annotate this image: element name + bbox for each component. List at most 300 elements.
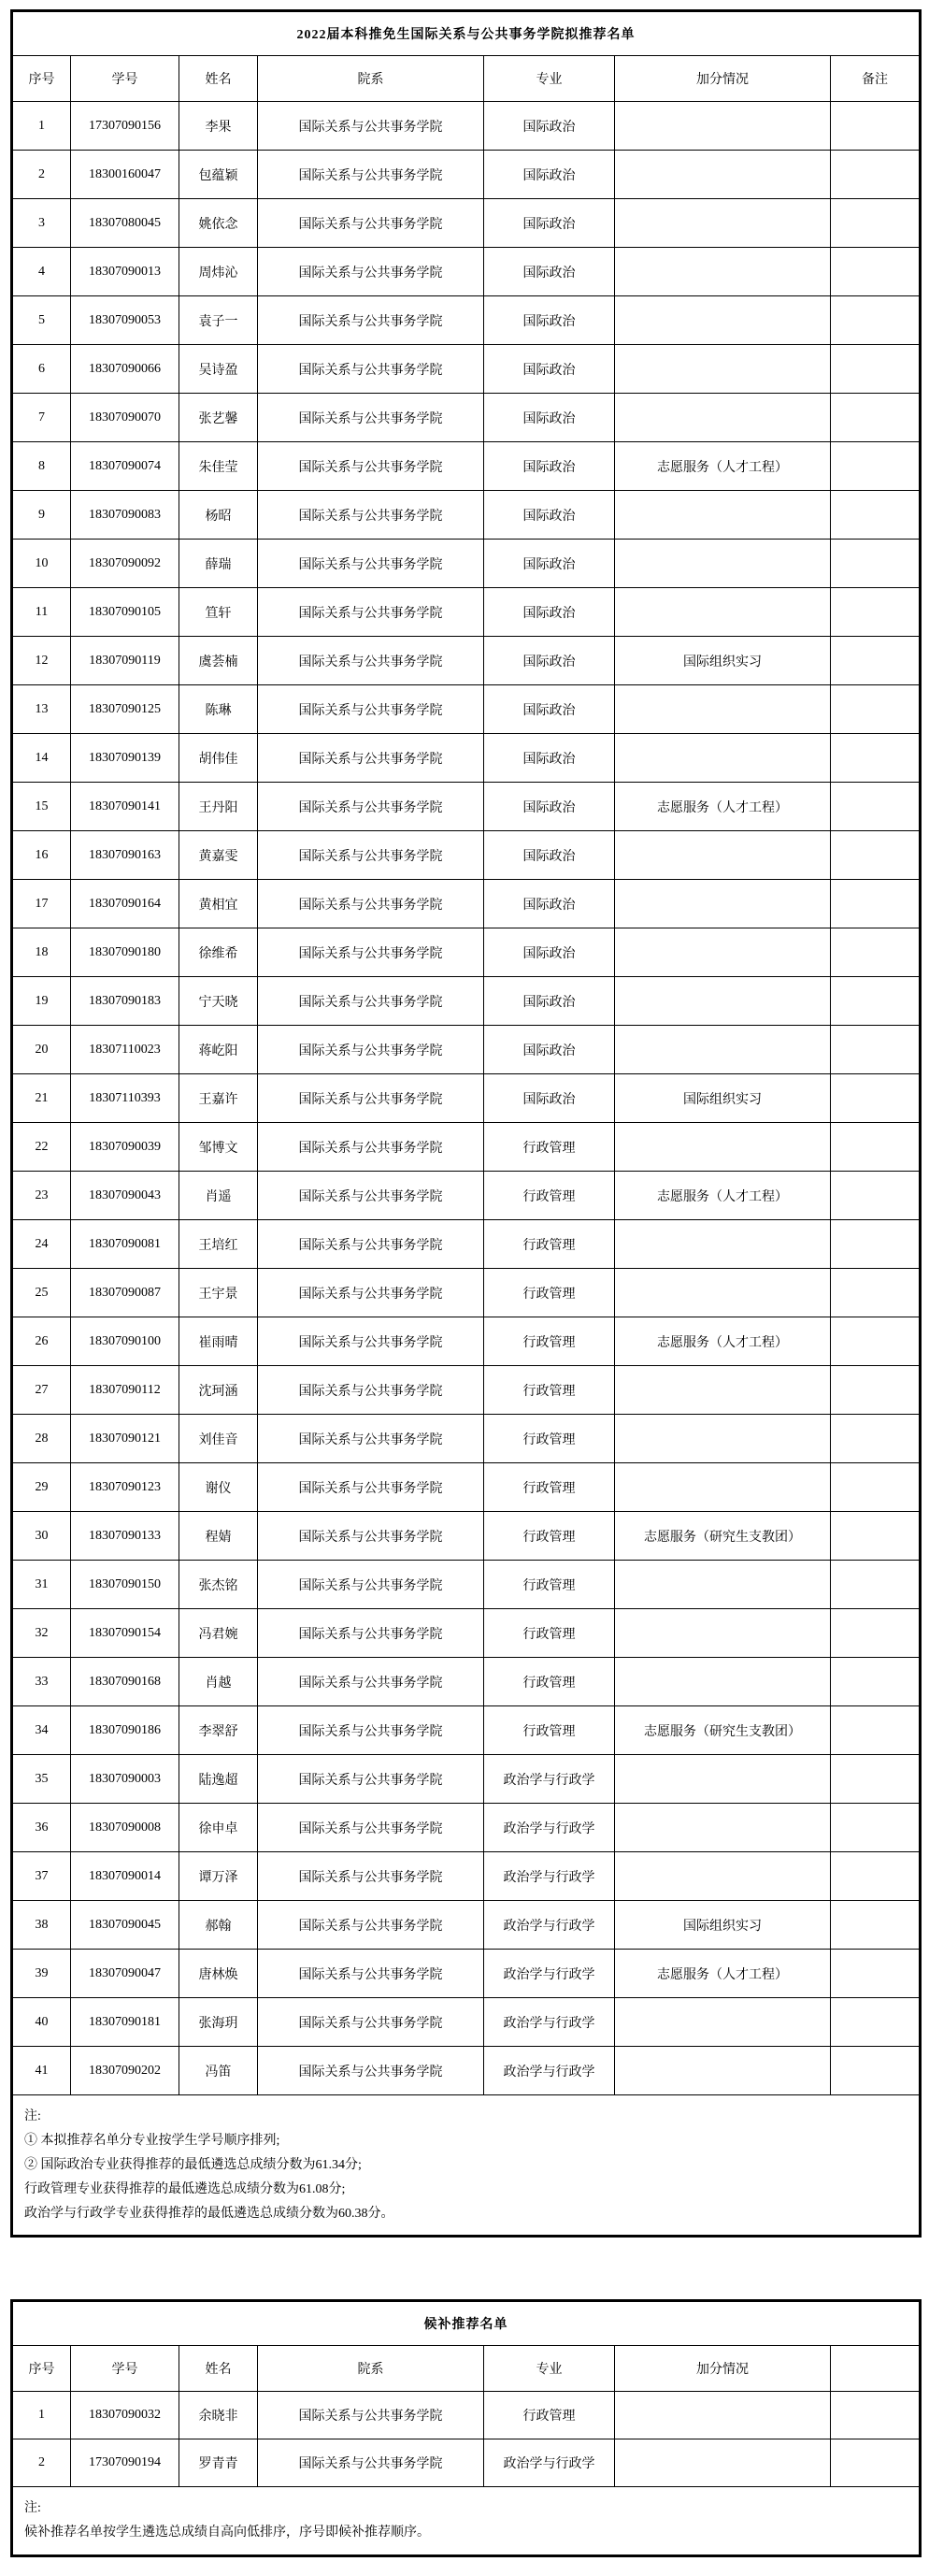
- table-cell: 崔雨晴: [179, 1317, 258, 1366]
- table-cell: 18307090168: [71, 1658, 179, 1706]
- table-cell: 国际关系与公共事务学院: [258, 394, 484, 442]
- table-cell: 26: [12, 1317, 71, 1366]
- table-cell: 国际关系与公共事务学院: [258, 734, 484, 783]
- table-cell: [831, 831, 921, 880]
- table-cell: 陆逸超: [179, 1755, 258, 1804]
- table-cell: 国际政治: [484, 102, 615, 151]
- table-cell: [831, 1026, 921, 1074]
- table-cell: 黄相宜: [179, 880, 258, 928]
- table-row: [12, 734, 921, 783]
- table-row: [12, 394, 921, 442]
- table-cell: 国际政治: [484, 977, 615, 1026]
- table-cell: 黄嘉雯: [179, 831, 258, 880]
- table-cell: [615, 540, 831, 588]
- table-row: [12, 1074, 921, 1123]
- column-header: 院系: [258, 56, 484, 102]
- table-cell: 国际政治: [484, 637, 615, 685]
- table-cell: 国际关系与公共事务学院: [258, 783, 484, 831]
- table-cell: 国际关系与公共事务学院: [258, 1998, 484, 2047]
- table-cell: [831, 2047, 921, 2095]
- table-row: [12, 248, 921, 296]
- table-row: [12, 2439, 921, 2487]
- table-cell: 国际政治: [484, 831, 615, 880]
- table-cell: 18307090039: [71, 1123, 179, 1172]
- table-cell: [615, 588, 831, 637]
- table-cell: [831, 1123, 921, 1172]
- table-cell: 18307090112: [71, 1366, 179, 1415]
- table-cell: 18307110393: [71, 1074, 179, 1123]
- table-cell: 1: [12, 102, 71, 151]
- table-cell: [615, 1269, 831, 1317]
- table-cell: 国际关系与公共事务学院: [258, 1366, 484, 1415]
- table-cell: 行政管理: [484, 1415, 615, 1463]
- table-cell: [615, 102, 831, 151]
- table-cell: 37: [12, 1852, 71, 1901]
- table-cell: 27: [12, 1366, 71, 1415]
- recommendation-table-notes: [12, 2095, 921, 2237]
- table-cell: 国际关系与公共事务学院: [258, 248, 484, 296]
- table-cell: 18307090047: [71, 1950, 179, 1998]
- table-cell: 7: [12, 394, 71, 442]
- table-cell: 29: [12, 1463, 71, 1512]
- column-header: 序号: [12, 56, 71, 102]
- table-cell: [831, 1804, 921, 1852]
- table-cell: 10: [12, 540, 71, 588]
- table-cell: 18307090070: [71, 394, 179, 442]
- recommendation-table-header-row: [12, 56, 921, 102]
- column-header: 姓名: [179, 56, 258, 102]
- note-line: 注:: [24, 2109, 41, 2123]
- table-cell: 国际关系与公共事务学院: [258, 1220, 484, 1269]
- table-cell: 唐林焕: [179, 1950, 258, 1998]
- table-cell: [615, 2047, 831, 2095]
- table-cell: 罗青青: [179, 2439, 258, 2487]
- table-row: [12, 1026, 921, 1074]
- table-cell: 18307090180: [71, 928, 179, 977]
- table-cell: 薛瑞: [179, 540, 258, 588]
- table-cell: 18307090150: [71, 1561, 179, 1609]
- table-title-row: [12, 2301, 921, 2346]
- table-cell: 国际关系与公共事务学院: [258, 102, 484, 151]
- table-row: [12, 1123, 921, 1172]
- table-cell: 国际组织实习: [615, 1901, 831, 1950]
- table-cell: 行政管理: [484, 1366, 615, 1415]
- table-cell: [615, 1026, 831, 1074]
- notes-row: [12, 2095, 921, 2237]
- table-cell: 国际组织实习: [615, 1074, 831, 1123]
- table-cell: 刘佳音: [179, 1415, 258, 1463]
- table-cell: 冯君婉: [179, 1609, 258, 1658]
- table-cell: [615, 1463, 831, 1512]
- table-row: [12, 1220, 921, 1269]
- table-cell: 郝翰: [179, 1901, 258, 1950]
- table-cell: 国际关系与公共事务学院: [258, 1317, 484, 1366]
- table-cell: 18307090087: [71, 1269, 179, 1317]
- table-cell: [831, 637, 921, 685]
- table-cell: 18307090181: [71, 1998, 179, 2047]
- table-row: [12, 1463, 921, 1512]
- table-cell: 国际政治: [484, 685, 615, 734]
- table-cell: 19: [12, 977, 71, 1026]
- table-cell: 谭万泽: [179, 1852, 258, 1901]
- table-cell: 政治学与行政学: [484, 2439, 615, 2487]
- table-cell: 周炜沁: [179, 248, 258, 296]
- table-cell: 20: [12, 1026, 71, 1074]
- recommendation-table: [10, 9, 922, 2238]
- table-cell: 35: [12, 1755, 71, 1804]
- table-cell: [831, 1609, 921, 1658]
- table-cell: [615, 296, 831, 345]
- table-row: [12, 2392, 921, 2439]
- table-cell: 徐申卓: [179, 1804, 258, 1852]
- table-cell: [831, 1269, 921, 1317]
- table-cell: [831, 1463, 921, 1512]
- table-cell: [615, 880, 831, 928]
- table-cell: [615, 394, 831, 442]
- table-cell: 国际关系与公共事务学院: [258, 296, 484, 345]
- column-header: 备注: [831, 56, 921, 102]
- table-cell: 国际关系与公共事务学院: [258, 2392, 484, 2439]
- table-row: [12, 977, 921, 1026]
- table-cell: 14: [12, 734, 71, 783]
- table-row: [12, 1561, 921, 1609]
- table-cell: [831, 1512, 921, 1561]
- table-cell: 王培红: [179, 1220, 258, 1269]
- table-cell: [831, 2439, 921, 2487]
- table-cell: [831, 1074, 921, 1123]
- column-header: 序号: [12, 2346, 71, 2392]
- table-cell: 行政管理: [484, 1706, 615, 1755]
- table-cell: 笪轩: [179, 588, 258, 637]
- table-cell: 行政管理: [484, 1609, 615, 1658]
- table-row: [12, 588, 921, 637]
- column-header: 学号: [71, 2346, 179, 2392]
- table-cell: 18307090066: [71, 345, 179, 394]
- table-cell: 18307090032: [71, 2392, 179, 2439]
- table-cell: [615, 977, 831, 1026]
- table-cell: 国际关系与公共事务学院: [258, 1269, 484, 1317]
- table-cell: 袁子一: [179, 296, 258, 345]
- table-cell: 蒋屹阳: [179, 1026, 258, 1074]
- table-cell: 志愿服务（研究生支教团）: [615, 1512, 831, 1561]
- table-cell: 李果: [179, 102, 258, 151]
- table-cell: 36: [12, 1804, 71, 1852]
- table-cell: 18307090139: [71, 734, 179, 783]
- table-row: [12, 296, 921, 345]
- table-cell: 程婧: [179, 1512, 258, 1561]
- table-cell: 国际关系与公共事务学院: [258, 685, 484, 734]
- table-cell: 国际政治: [484, 345, 615, 394]
- table-cell: 志愿服务（人才工程）: [615, 783, 831, 831]
- table-cell: 国际关系与公共事务学院: [258, 1950, 484, 1998]
- table-cell: [831, 734, 921, 783]
- table-cell: 18307090125: [71, 685, 179, 734]
- table-cell: 34: [12, 1706, 71, 1755]
- table-cell: [831, 491, 921, 540]
- table-cell: 沈珂涵: [179, 1366, 258, 1415]
- table-cell: 国际关系与公共事务学院: [258, 1901, 484, 1950]
- table-cell: [831, 783, 921, 831]
- table-cell: 志愿服务（研究生支教团）: [615, 1706, 831, 1755]
- table-cell: 国际关系与公共事务学院: [258, 199, 484, 248]
- waitlist-table: [10, 2299, 922, 2557]
- table-cell: 政治学与行政学: [484, 1852, 615, 1901]
- table-row: [12, 540, 921, 588]
- table-cell: [831, 442, 921, 491]
- table-cell: [831, 102, 921, 151]
- table-cell: 28: [12, 1415, 71, 1463]
- table-cell: [831, 880, 921, 928]
- table-cell: 国际关系与公共事务学院: [258, 1609, 484, 1658]
- table-cell: [615, 1609, 831, 1658]
- table-row: [12, 1706, 921, 1755]
- table-cell: 国际政治: [484, 783, 615, 831]
- table-cell: 行政管理: [484, 1561, 615, 1609]
- table-cell: 国际关系与公共事务学院: [258, 1074, 484, 1123]
- table-cell: [831, 1172, 921, 1220]
- table-cell: [831, 1706, 921, 1755]
- column-header: [831, 2346, 921, 2392]
- table-row: [12, 442, 921, 491]
- table-cell: 张海玥: [179, 1998, 258, 2047]
- table-cell: 国际关系与公共事务学院: [258, 540, 484, 588]
- table-cell: [831, 248, 921, 296]
- table-cell: 18307090163: [71, 831, 179, 880]
- table-cell: 15: [12, 783, 71, 831]
- table-cell: 行政管理: [484, 1220, 615, 1269]
- table-cell: [615, 1220, 831, 1269]
- table-cell: 18307090186: [71, 1706, 179, 1755]
- table-cell: 18: [12, 928, 71, 977]
- table-cell: 行政管理: [484, 1269, 615, 1317]
- table-row: [12, 1609, 921, 1658]
- table-cell: 志愿服务（人才工程）: [615, 1950, 831, 1998]
- table-row: [12, 1317, 921, 1366]
- table-cell: 志愿服务（人才工程）: [615, 1317, 831, 1366]
- table-cell: [615, 345, 831, 394]
- table-cell: 宁天晓: [179, 977, 258, 1026]
- table-cell: 行政管理: [484, 2392, 615, 2439]
- table-cell: 18307090081: [71, 1220, 179, 1269]
- table-cell: 政治学与行政学: [484, 1755, 615, 1804]
- table-cell: 12: [12, 637, 71, 685]
- waitlist-table-body: [12, 2392, 921, 2487]
- table-cell: [831, 394, 921, 442]
- column-header: 专业: [484, 2346, 615, 2392]
- table-cell: [615, 151, 831, 199]
- table-cell: 国际关系与公共事务学院: [258, 1415, 484, 1463]
- table-cell: [615, 491, 831, 540]
- table-cell: 4: [12, 248, 71, 296]
- table-cell: 31: [12, 1561, 71, 1609]
- table-cell: 18307090164: [71, 880, 179, 928]
- table-row: [12, 102, 921, 151]
- table-cell: 国际政治: [484, 151, 615, 199]
- table-cell: 18307090121: [71, 1415, 179, 1463]
- table-cell: [615, 1366, 831, 1415]
- table-cell: [615, 1123, 831, 1172]
- table-cell: 国际关系与公共事务学院: [258, 1658, 484, 1706]
- table-cell: 王宇景: [179, 1269, 258, 1317]
- table-row: [12, 151, 921, 199]
- note-line: ① 本拟推荐名单分专业按学生学号顺序排列;: [24, 2133, 280, 2148]
- table-cell: [831, 685, 921, 734]
- table-cell: [831, 1220, 921, 1269]
- waitlist-table-notes: [12, 2487, 921, 2556]
- table-row: [12, 199, 921, 248]
- table-cell: 政治学与行政学: [484, 2047, 615, 2095]
- table-cell: 18307090183: [71, 977, 179, 1026]
- table-cell: 18307090013: [71, 248, 179, 296]
- table-cell: 志愿服务（人才工程）: [615, 442, 831, 491]
- table-cell: [831, 1950, 921, 1998]
- table-cell: 18307080045: [71, 199, 179, 248]
- table-cell: 22: [12, 1123, 71, 1172]
- table-cell: 2: [12, 151, 71, 199]
- table-cell: [615, 734, 831, 783]
- table-cell: 国际关系与公共事务学院: [258, 1123, 484, 1172]
- table-cell: [831, 540, 921, 588]
- table-cell: 17307090194: [71, 2439, 179, 2487]
- table-title-row: [12, 11, 921, 56]
- table-cell: 行政管理: [484, 1172, 615, 1220]
- table-cell: [615, 928, 831, 977]
- table-cell: [831, 1366, 921, 1415]
- table-cell: 虞荟楠: [179, 637, 258, 685]
- table-row: [12, 783, 921, 831]
- recommendation-table-body: [12, 102, 921, 2095]
- table-cell: 2: [12, 2439, 71, 2487]
- table-cell: [615, 685, 831, 734]
- table-cell: 9: [12, 491, 71, 540]
- table-cell: 国际关系与公共事务学院: [258, 2439, 484, 2487]
- table-cell: 33: [12, 1658, 71, 1706]
- table-cell: 国际关系与公共事务学院: [258, 1026, 484, 1074]
- table-cell: 政治学与行政学: [484, 1901, 615, 1950]
- table-cell: 18307090043: [71, 1172, 179, 1220]
- table-cell: 38: [12, 1901, 71, 1950]
- table-cell: 徐维希: [179, 928, 258, 977]
- table-cell: 国际关系与公共事务学院: [258, 928, 484, 977]
- table-cell: 23: [12, 1172, 71, 1220]
- table-cell: [831, 1561, 921, 1609]
- table-cell: 39: [12, 1950, 71, 1998]
- table-cell: 国际政治: [484, 880, 615, 928]
- table-cell: [615, 2439, 831, 2487]
- waitlist-table-header-row: [12, 2346, 921, 2392]
- table-row: [12, 1658, 921, 1706]
- table-cell: 16: [12, 831, 71, 880]
- table-cell: 国际政治: [484, 734, 615, 783]
- table-cell: 18307090045: [71, 1901, 179, 1950]
- table-cell: 国际关系与公共事务学院: [258, 1852, 484, 1901]
- table-cell: 32: [12, 1609, 71, 1658]
- table-cell: [615, 199, 831, 248]
- table-cell: 5: [12, 296, 71, 345]
- table-row: [12, 685, 921, 734]
- table-cell: 国际政治: [484, 491, 615, 540]
- table-cell: 国际关系与公共事务学院: [258, 491, 484, 540]
- table-cell: [831, 1998, 921, 2047]
- table-cell: 国际关系与公共事务学院: [258, 1804, 484, 1852]
- table-cell: 18307090003: [71, 1755, 179, 1804]
- table-cell: 国际关系与公共事务学院: [258, 831, 484, 880]
- table-cell: [615, 2392, 831, 2439]
- table-cell: 国际政治: [484, 248, 615, 296]
- table-cell: 18307090083: [71, 491, 179, 540]
- table-cell: 余晓非: [179, 2392, 258, 2439]
- table-cell: [831, 1317, 921, 1366]
- table-cell: 18307090053: [71, 296, 179, 345]
- table-row: [12, 880, 921, 928]
- waitlist-table-title: 候补推荐名单: [12, 2301, 921, 2346]
- table-cell: 1: [12, 2392, 71, 2439]
- table-cell: 40: [12, 1998, 71, 2047]
- table-cell: 18307110023: [71, 1026, 179, 1074]
- table-cell: [831, 2392, 921, 2439]
- table-cell: 行政管理: [484, 1463, 615, 1512]
- table-cell: 行政管理: [484, 1123, 615, 1172]
- note-line: 政治学与行政学专业获得推荐的最低遴选总成绩分数为60.38分。: [24, 2206, 394, 2221]
- table-cell: 18307090141: [71, 783, 179, 831]
- table-cell: 朱佳莹: [179, 442, 258, 491]
- table-cell: 国际关系与公共事务学院: [258, 588, 484, 637]
- table-cell: 包蕴颖: [179, 151, 258, 199]
- table-cell: 3: [12, 199, 71, 248]
- table-cell: [615, 1852, 831, 1901]
- column-header: 加分情况: [615, 56, 831, 102]
- table-cell: 王嘉许: [179, 1074, 258, 1123]
- table-cell: 18307090100: [71, 1317, 179, 1366]
- notes-row: [12, 2487, 921, 2556]
- table-cell: 30: [12, 1512, 71, 1561]
- table-cell: [831, 1415, 921, 1463]
- table-cell: 6: [12, 345, 71, 394]
- table-cell: 国际关系与公共事务学院: [258, 880, 484, 928]
- table-cell: 邹博文: [179, 1123, 258, 1172]
- table-cell: 13: [12, 685, 71, 734]
- table-cell: 18307090133: [71, 1512, 179, 1561]
- table-cell: [831, 1755, 921, 1804]
- table-cell: 王丹阳: [179, 783, 258, 831]
- table-row: [12, 1998, 921, 2047]
- table-cell: [831, 151, 921, 199]
- column-header: 专业: [484, 56, 615, 102]
- table-cell: 18307090014: [71, 1852, 179, 1901]
- table-cell: 18307090008: [71, 1804, 179, 1852]
- table-cell: 国际关系与公共事务学院: [258, 1561, 484, 1609]
- table-cell: 国际政治: [484, 199, 615, 248]
- table-row: [12, 1512, 921, 1561]
- table-cell: [615, 1998, 831, 2047]
- table-cell: 行政管理: [484, 1658, 615, 1706]
- table-cell: [831, 1658, 921, 1706]
- table-cell: 24: [12, 1220, 71, 1269]
- table-row: [12, 1755, 921, 1804]
- table-cell: 国际关系与公共事务学院: [258, 442, 484, 491]
- note-line: 行政管理专业获得推荐的最低遴选总成绩分数为61.08分;: [24, 2181, 346, 2196]
- table-cell: [831, 588, 921, 637]
- table-row: [12, 345, 921, 394]
- table-cell: 国际关系与公共事务学院: [258, 1172, 484, 1220]
- table-cell: 18307090074: [71, 442, 179, 491]
- table-cell: 陈琳: [179, 685, 258, 734]
- table-cell: 政治学与行政学: [484, 1804, 615, 1852]
- table-cell: 18307090105: [71, 588, 179, 637]
- table-cell: [831, 1852, 921, 1901]
- table-row: [12, 1269, 921, 1317]
- table-cell: 吴诗盈: [179, 345, 258, 394]
